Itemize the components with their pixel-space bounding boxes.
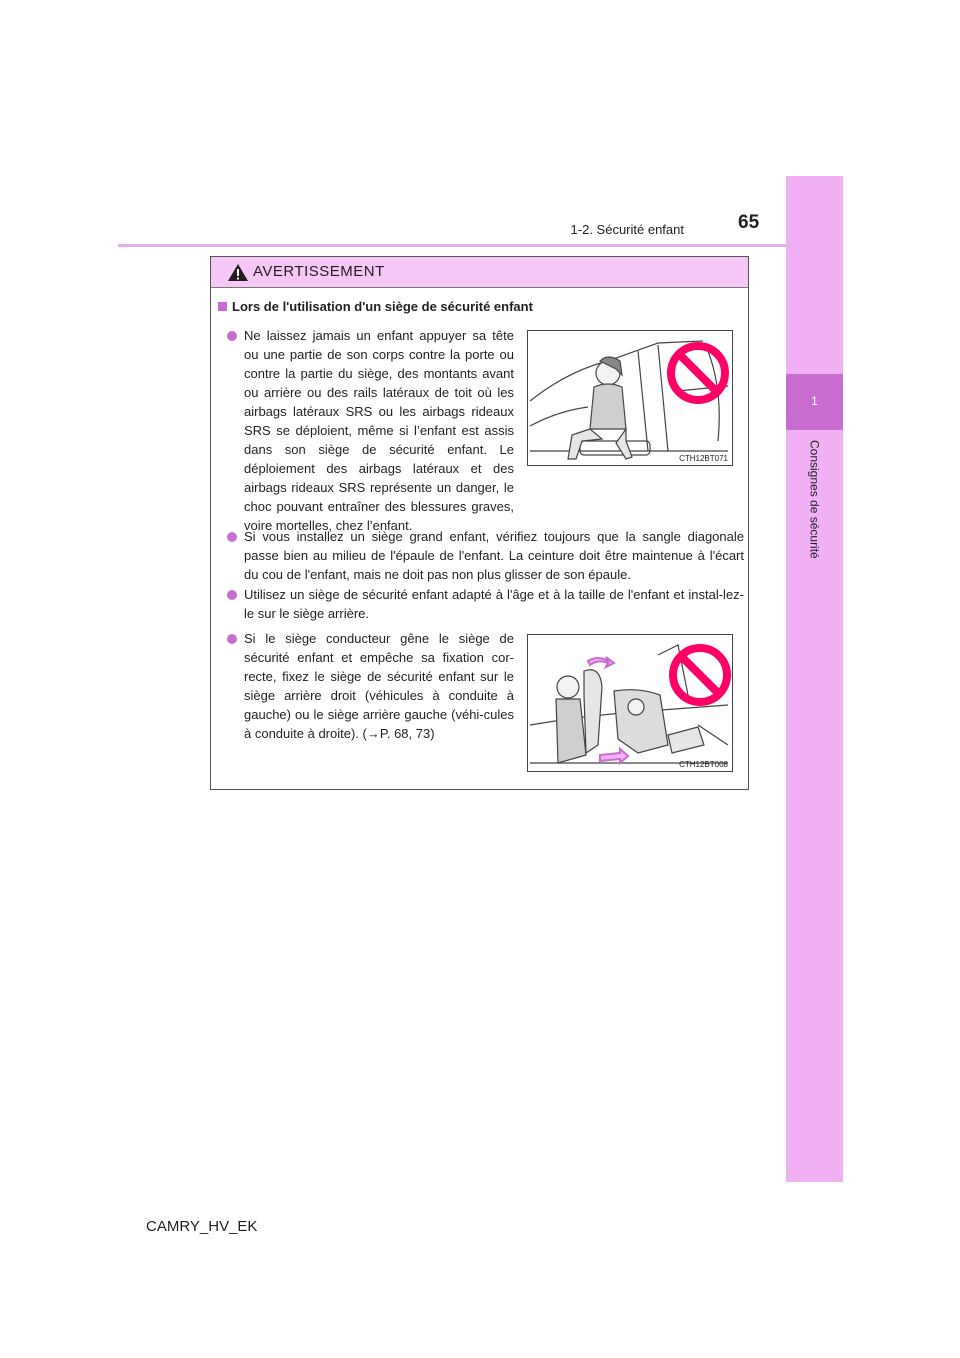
driver-seat-illustration <box>528 635 732 771</box>
bullet-text: Si vous installez un siège grand enfant, vérifiez toujours que la sangle diagonale passe bien au milieu de l'épaule de l'enfant. La ceinture doit être maintenue à l'écart du cou de l'enfant, mais ne doit pas non plus glisser de son épaule. <box>244 529 744 582</box>
warning-header <box>211 257 748 288</box>
warning-triangle-icon <box>227 263 249 282</box>
model-code: CAMRY_HV_EK <box>146 1218 258 1235</box>
warning-heading <box>218 299 533 314</box>
warning-bullet-1 <box>244 326 514 535</box>
warning-title: AVERTISSEMENT <box>253 263 385 280</box>
child-booster-illustration <box>528 331 732 465</box>
chapter-label: Consignes de sécurité <box>807 440 822 559</box>
prohibited-icon <box>673 648 727 702</box>
warning-bullet-2 <box>244 527 744 584</box>
bullet-dot-icon <box>227 590 237 600</box>
figure-code: CTH12BT008 <box>679 760 728 769</box>
chapter-label-container <box>786 440 843 580</box>
warning-bullet-3 <box>244 585 744 623</box>
warning-heading-text: Lors de l'utilisation d'un siège de sécurité enfant <box>232 299 533 314</box>
figure-code: CTH12BT071 <box>679 454 728 463</box>
bullet-dot-icon <box>227 634 237 644</box>
figure-child-booster-seat <box>527 330 733 466</box>
bullet-dot-icon <box>227 532 237 542</box>
chapter-number: 1 <box>811 394 818 408</box>
chapter-side-tab[interactable] <box>786 176 843 1182</box>
figure-driver-seat-conflict <box>527 634 733 772</box>
section-title: 1-2. Sécurité enfant <box>570 222 684 237</box>
square-bullet-icon <box>218 302 227 311</box>
bullet-text: Utilisez un siège de sécurité enfant adapté à l'âge et à la taille de l'enfant et instal-lez-le sur le siège arrière. <box>244 587 744 621</box>
warning-bullet-4 <box>244 629 514 743</box>
bullet-text: Si le siège conducteur gêne le siège de sécurité enfant et empêche sa fixation cor-recte, fixez le siège de sécurité enfant sur le siège arrière droit (véhicules à conduite à gauche) ou le siège arrière gauche (véhi-cules à conduite à droite). (→P. 68, 73) <box>244 631 514 741</box>
header-divider <box>118 244 786 247</box>
prohibited-icon <box>671 346 725 400</box>
page-number: 65 <box>738 212 760 233</box>
bullet-dot-icon <box>227 331 237 341</box>
bullet-text: Ne laissez jamais un enfant appuyer sa tête ou une partie de son corps contre la porte ou contre la partie du siège, des montants avant ou arrière ou des rails latéraux de toit où les airbags latéraux SRS ou les airbags rideaux SRS se déploient, même si l’enfant est assis dans son siège de sécurité enfant. Le déploiement des airbags latéraux et des airbags rideaux SRS représente un danger, le choc pouvant entraîner des blessures graves, voire mortelles, chez l’enfant. <box>244 328 514 533</box>
